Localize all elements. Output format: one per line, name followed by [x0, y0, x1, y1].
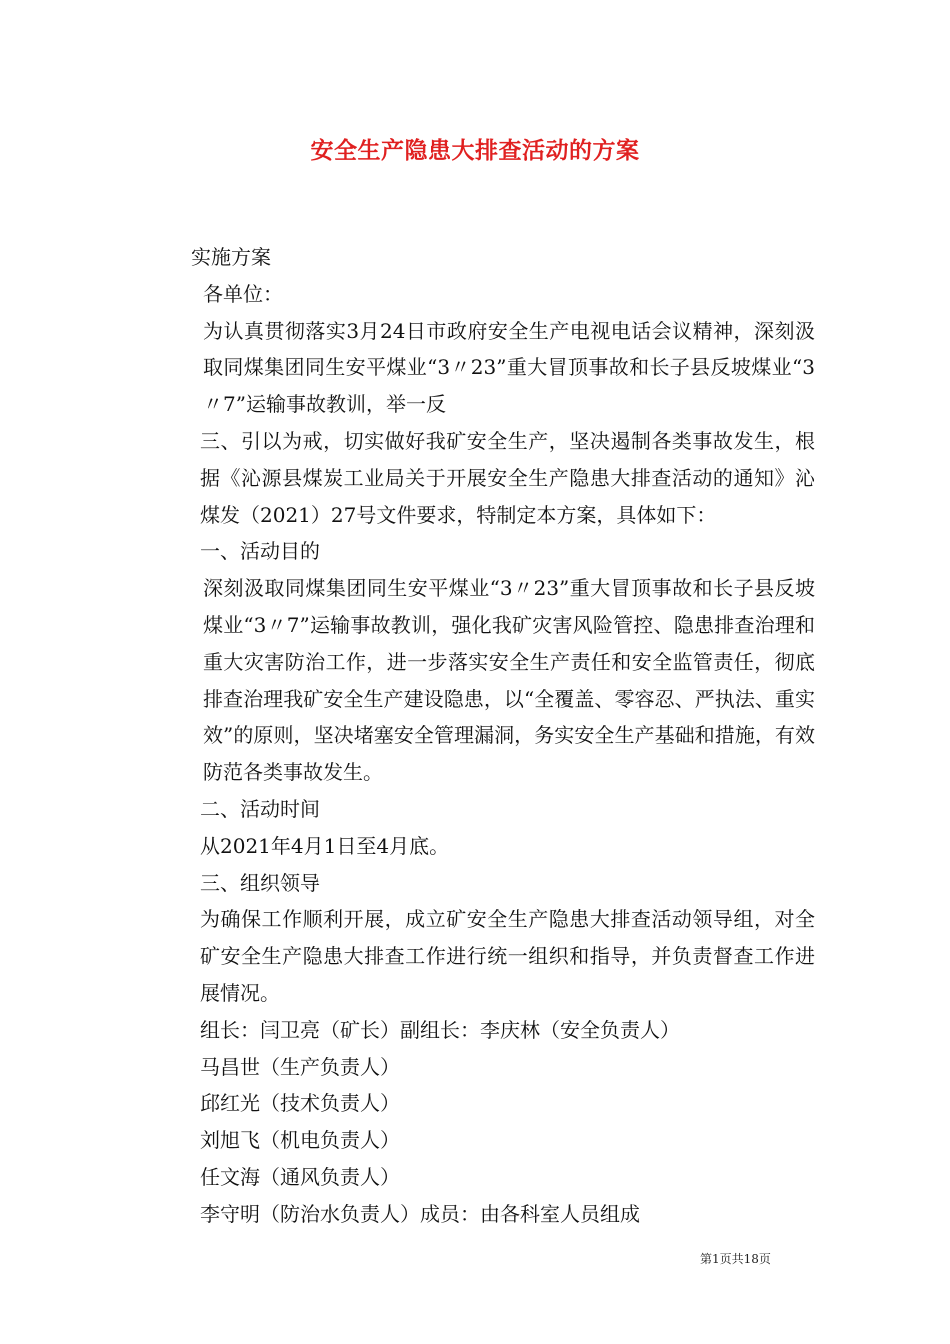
section-heading-time: 二、活动时间: [200, 796, 320, 821]
list-item-member: 刘旭飞（机电负责人）: [200, 1128, 400, 1153]
document-body: [145, 239, 815, 1233]
paragraph-leadership: 为确保工作顺利开展，成立矿安全生产隐患大排查活动领导组，对全矿安全生产隐患大排查工作进行统一组织和指导，并负责督查工作进展情况。: [200, 907, 815, 1005]
list-item-member: 邱红光（技术负责人）: [200, 1091, 400, 1116]
paragraph-heading-plan: 实施方案: [191, 245, 271, 269]
paragraph-salutation: 各单位：: [203, 281, 283, 306]
paragraph-intro-continued: 三、引以为戒，切实做好我矿安全生产，坚决遏制各类事故发生，根据《沁源县煤炭工业局关于开展安全生产隐患大排查活动的通知》沁煤发（2021）27号文件要求，特制定本方案，具体如下：: [200, 428, 815, 527]
paragraph-time: 从2021年4月1日至4月底。: [200, 833, 450, 858]
section-heading-purpose: 一、活动目的: [200, 539, 320, 564]
section-heading-leadership: 三、组织领导: [200, 870, 320, 895]
list-item-leader: 组长：闫卫亮（矿长）副组长：李庆林（安全负责人）: [200, 1017, 680, 1042]
list-item-member: 任文海（通风负责人）: [200, 1164, 400, 1189]
paragraph-purpose: 深刻汲取同煤集团同生安平煤业“3〃23”重大冒顶事故和长子县反坡煤业“3〃7”运输事故教训，强化我矿灾害风险管控、隐患排查治理和重大灾害防治工作，进一步落实安全生产责任和安全监管责任，彻底排查治理我矿安全生产建设隐患，以“全覆盖、零容忍、严执法、重实效”的原则，坚决堵塞安全管理漏洞，务实安全生产基础和措施，有效防范各类事故发生。: [203, 576, 815, 785]
paragraph-intro: 为认真贯彻落实3月24日市政府安全生产电视电话会议精神，深刻汲取同煤集团同生安平煤业“3〃23”重大冒顶事故和长子县反坡煤业“3〃7”运输事故教训，举一反: [203, 318, 815, 417]
document-title: 安全生产隐患大排查活动的方案: [310, 137, 640, 164]
list-item-member: 马昌世（生产负责人）: [200, 1054, 400, 1079]
page-number: 第1页共18页: [700, 1252, 771, 1266]
list-item-member: 李守明（防治水负责人）成员：由各科室人员组成: [200, 1201, 640, 1226]
